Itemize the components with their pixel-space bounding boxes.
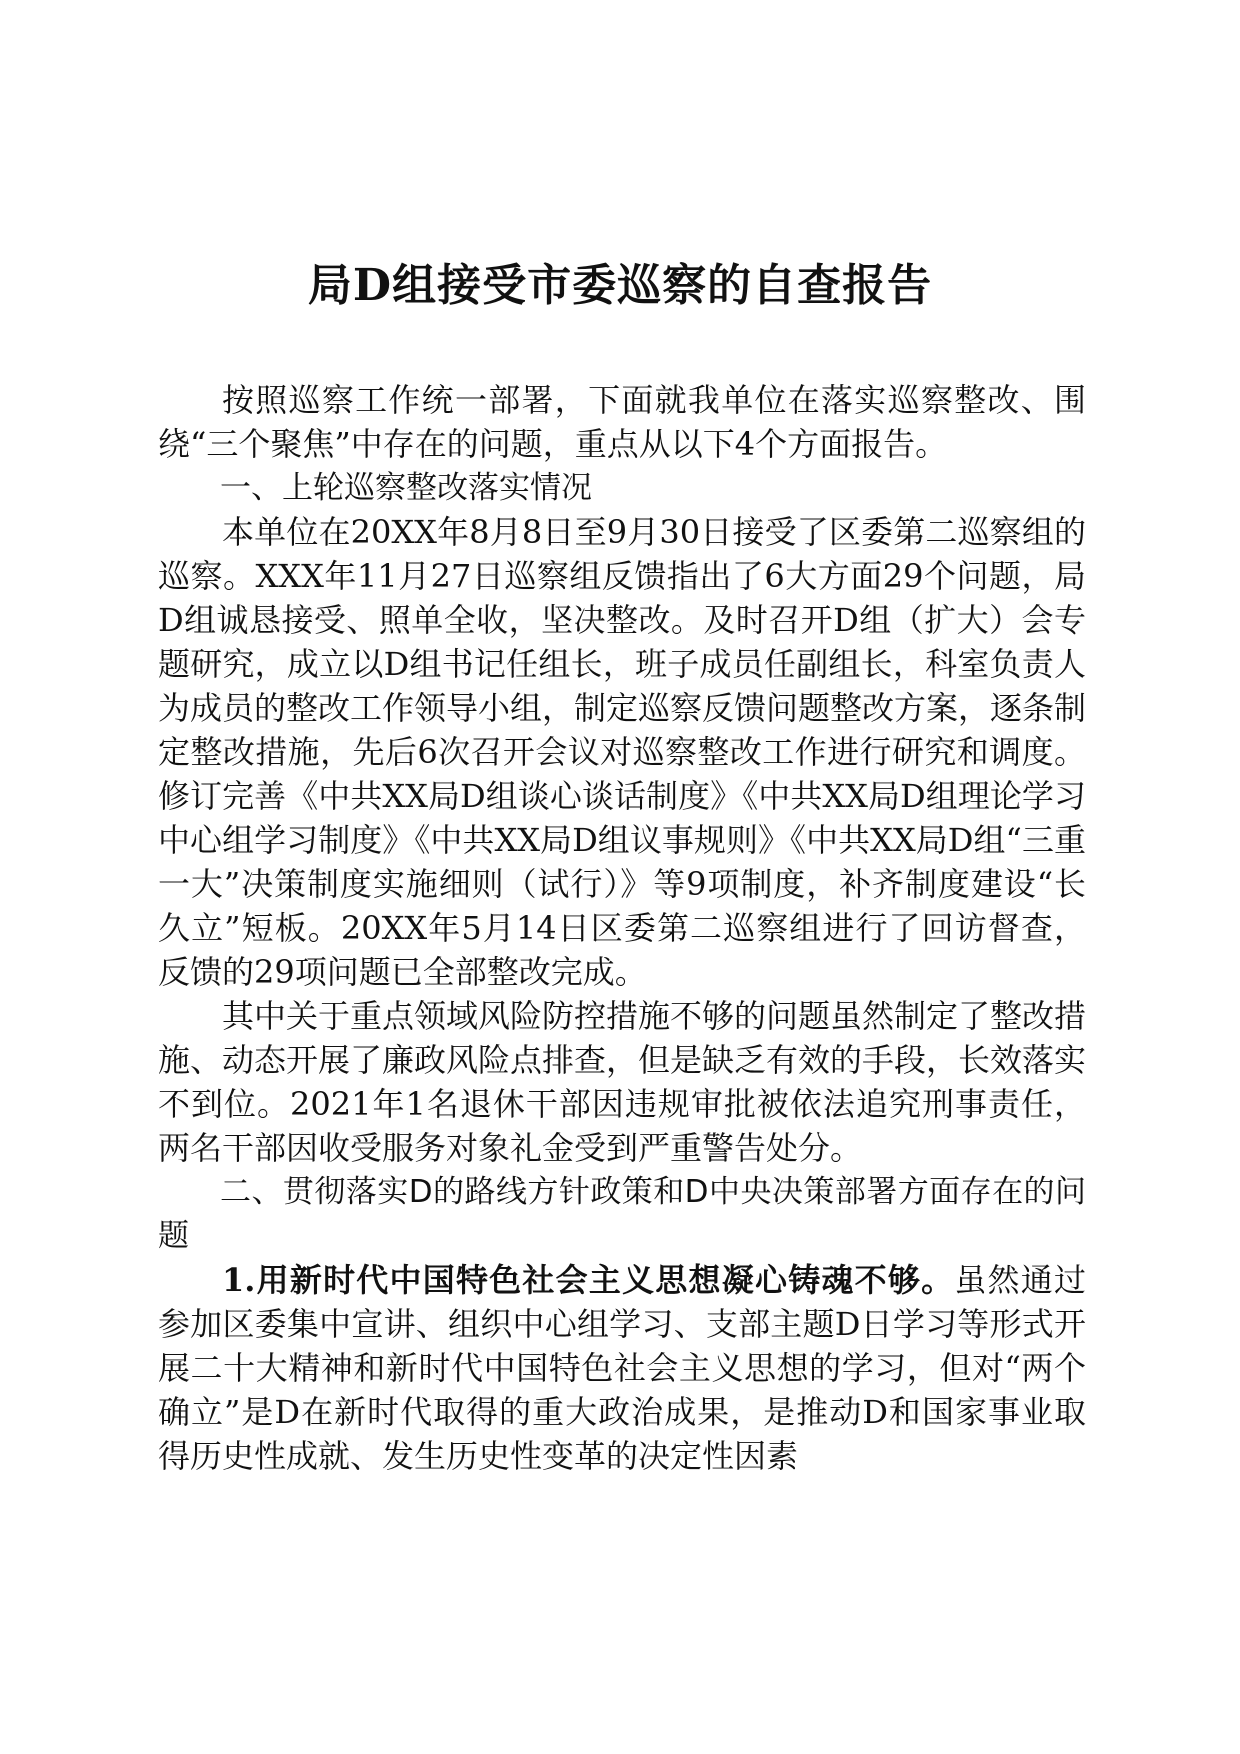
document-body [158,378,1086,1478]
intro-paragraph: 按照巡察工作统一部署，下面就我单位在落实巡察整改、围绕“三个聚焦”中存在的问题，重点从以下4个方面报告。 [158,381,1086,463]
section-2-item-1-text: 虽然通过参加区委集中宣讲、组织中心组学习、支部主题D日学习等形式开展二十大精神和新时代中国特色社会主义思想的学习，但对“两个确立”是D在新时代取得的重大政治成果，是推动D和国家事业取得历史性成就、发生历史性变革的决定性因素 [158,1261,1086,1475]
section-1-paragraph-2: 其中关于重点领域风险防控措施不够的问题虽然制定了整改措施、动态开展了廉政风险点排查，但是缺乏有效的手段，长效落实不到位。2021年1名退休干部因违规审批被依法追究刑事责任，两名干部因收受服务对象礼金受到严重警告处分。 [158,997,1087,1167]
section-2-heading: 二、贯彻落实D的路线方针政策和D中央决策部署方面存在的问题 [158,1174,1086,1254]
section-2-item-1-lead: 1.用新时代中国特色社会主义思想凝心铸魂不够。 [222,1261,955,1299]
section-2-item-1 [158,1258,1086,1478]
section-1-heading: 一、上轮巡察整改落实情况 [220,470,592,506]
section-1-paragraph-1: 本单位在20XX年8月8日至9月30日接受了区委第二巡察组的巡察。XXX年11月27日巡察组反馈指出了6大方面29个问题，局D组诚恳接受、照单全收，坚决整改。及时召开D组（扩大）会专题研究，成立以D组书记任组长，班子成员任副组长，科室负责人为成员的整改工作领导小组，制定巡察反馈问题整改方案，逐条制定整改措施，先后6次召开会议对巡察整改工作进行研究和调度。修订完善《中共XX局D组谈心谈话制度》《中共XX局D组理论学习中心组学习制度》《中共XX局D组议事规则》《中共XX局D组“三重一大”决策制度实施细则（试行）》等9项制度，补齐制度建设“长久立”短板。20XX年5月14日区委第二巡察组进行了回访督查，反馈的29项问题已全部整改完成。 [158,513,1087,991]
document-title: 局D组接受市委巡察的自查报告 [307,260,933,311]
